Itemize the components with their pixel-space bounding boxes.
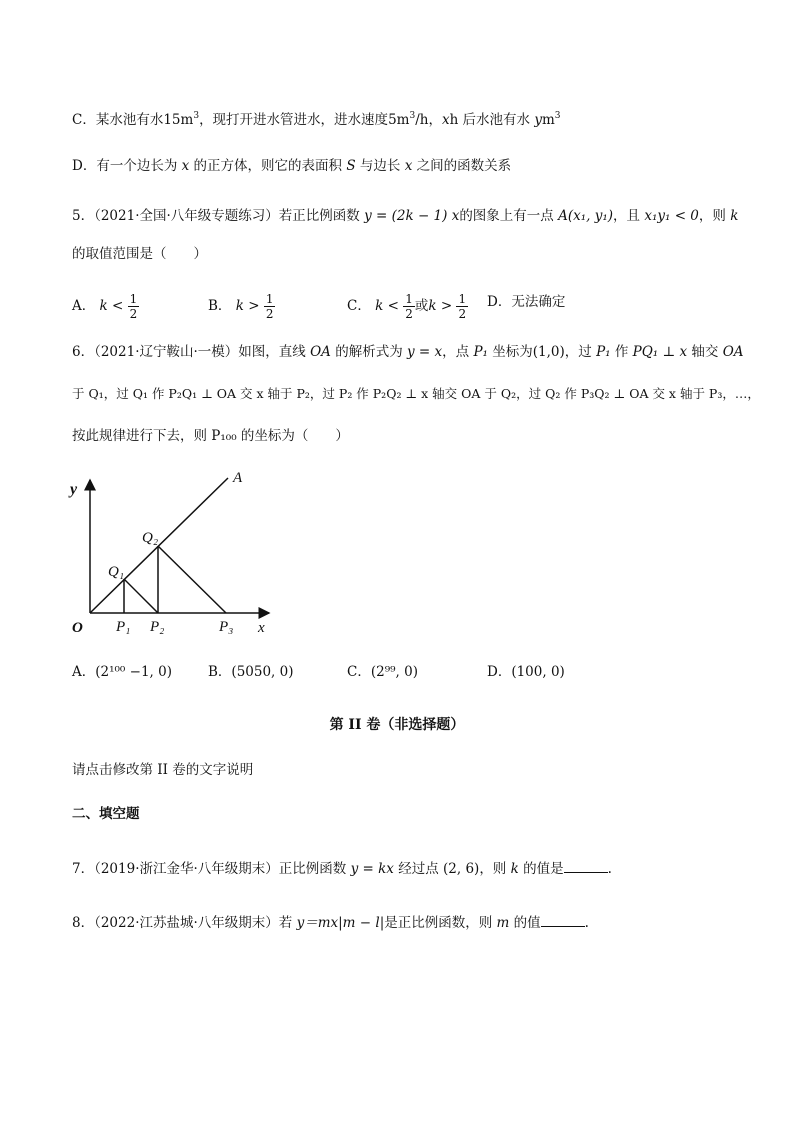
option-text: (2⁹⁹, 0)	[370, 664, 418, 680]
q5-stem-line2: 的取值范围是（ ）	[72, 246, 207, 262]
section-heading: 二、填空题	[72, 806, 140, 822]
text: 坐标为	[487, 344, 533, 360]
text: h 后水池有水	[449, 112, 535, 128]
label-q2: Q₂	[142, 530, 159, 546]
text: ，且	[613, 208, 645, 224]
var: P₁	[473, 344, 488, 360]
q8-stem	[72, 912, 589, 933]
formula: y＝mx|m − l|	[296, 915, 385, 931]
var: S	[346, 158, 356, 174]
option-letter: B．	[208, 298, 232, 314]
formula: A(x₁, y₁)	[558, 208, 614, 224]
question-number: 8．	[72, 915, 95, 931]
numerator: 1	[265, 292, 274, 306]
text: 的解析式为	[330, 344, 408, 360]
text: 或	[414, 298, 429, 314]
question-source: （2021·辽宁鞍山·一模）	[94, 344, 239, 360]
fraction	[128, 292, 140, 321]
formula: k <	[375, 298, 399, 314]
label-a: A	[233, 470, 243, 486]
text: ，	[428, 112, 442, 128]
text: ，过	[564, 344, 597, 360]
text: ，点	[442, 344, 474, 360]
formula: y = kx	[350, 861, 394, 877]
option-letter: D．	[487, 664, 512, 680]
label-y: y	[70, 481, 78, 498]
numerator: 1	[129, 292, 138, 306]
numerator: 1	[405, 292, 413, 306]
numerator: 1	[458, 292, 467, 306]
q6-stem-line1	[72, 342, 744, 362]
text: 有一个边长为	[96, 158, 182, 174]
line-oa	[90, 478, 228, 613]
formula: (1,0)	[532, 344, 565, 360]
text: 若	[278, 915, 297, 931]
q5-option-c[interactable]	[347, 292, 468, 321]
superscript: 3	[409, 111, 416, 121]
var: y	[534, 112, 542, 128]
text: 的值	[509, 915, 541, 931]
denominator: 2	[405, 307, 413, 321]
option-letter: B．	[208, 664, 232, 680]
text: 5m	[388, 112, 410, 128]
segment-q1p2	[124, 579, 158, 613]
text: 如图，直线	[238, 344, 311, 360]
var: x	[181, 158, 190, 174]
var: OA	[722, 344, 744, 360]
q6-option-c[interactable]	[347, 662, 418, 682]
text: 与边长	[355, 158, 405, 174]
question-source: （2021·全国·八年级专题练习）	[94, 208, 279, 224]
option-letter: A．	[72, 298, 96, 314]
q6-option-d[interactable]	[487, 662, 565, 682]
q5-option-d[interactable]	[487, 292, 565, 312]
fraction	[264, 292, 276, 321]
option-letter: D．	[487, 294, 512, 310]
text: 的值是	[518, 861, 564, 877]
text: ，则	[479, 861, 511, 877]
formula: k <	[99, 298, 124, 314]
question-number: 7．	[72, 861, 95, 877]
section-title: 第 II 卷（非选择题）	[329, 717, 465, 733]
q6-stem-line2: 于 Q₁，过 Q₁ 作 P₂Q₁ ⊥ OA 交 x 轴于 P₂，过 P₂ 作 P₂Q₂ ⊥ x 轴交 OA 于 Q₂，过 Q₂ 作 P₃Q₂ ⊥ OA 交 x 轴于 P₃，…，	[72, 386, 760, 401]
option-letter: C．	[347, 664, 371, 680]
var: m	[496, 915, 510, 931]
text: 正比例函数	[278, 861, 351, 877]
text: /h	[415, 112, 429, 128]
segment-q2p3	[158, 546, 226, 613]
formula: y = x	[407, 344, 443, 360]
text: .	[607, 861, 612, 877]
denominator: 2	[129, 307, 138, 321]
var: P₁	[596, 344, 611, 360]
text: 是正比例函数，则	[384, 915, 497, 931]
option-letter: D．	[72, 158, 97, 174]
text: 的正方体，则它的表面积	[189, 158, 347, 174]
text: 轴交	[687, 344, 723, 360]
superscript: 3	[193, 111, 200, 121]
var: k	[510, 861, 519, 877]
text: ，现打开进水管进水，进水速度	[199, 112, 389, 128]
var: k	[730, 208, 739, 224]
q6-option-a[interactable]	[72, 662, 172, 682]
option-text: (100, 0)	[511, 664, 565, 680]
label-p2: P₂	[150, 619, 165, 635]
question-source: （2022·江苏盐城·八年级期末）	[94, 915, 279, 931]
fraction	[456, 292, 468, 321]
q6-option-b[interactable]	[208, 662, 293, 682]
q7-stem	[72, 858, 612, 879]
q4-option-d	[72, 156, 511, 176]
option-text: (5050, 0)	[231, 664, 294, 680]
denominator: 2	[458, 307, 467, 321]
text: 作	[610, 344, 633, 360]
text: 的图象上有一点	[459, 208, 559, 224]
formula: (2, 6)	[443, 861, 480, 877]
formula: PQ₁ ⊥ x	[632, 344, 688, 360]
q6-figure	[64, 466, 294, 646]
text: 某水池有水	[95, 112, 164, 128]
q5-stem-line1	[72, 206, 738, 226]
text: .	[584, 915, 589, 931]
formula: k >	[428, 298, 453, 314]
var: OA	[310, 344, 331, 360]
option-letter: C．	[72, 112, 96, 128]
question-source: （2019·浙江金华·八年级期末）	[94, 861, 279, 877]
denominator: 2	[265, 307, 274, 321]
q5-option-b[interactable]	[208, 292, 275, 321]
q4-option-c	[72, 106, 561, 130]
text: m	[541, 112, 555, 128]
text: 之间的函数关系	[412, 158, 512, 174]
formula: k >	[235, 298, 260, 314]
label-p3: P₃	[219, 619, 234, 635]
label-x: x	[258, 620, 265, 636]
var: x	[404, 158, 413, 174]
option-text: 无法确定	[511, 294, 566, 310]
question-number: 5．	[72, 208, 95, 224]
superscript: 3	[554, 111, 561, 121]
label-p1: P₁	[116, 619, 131, 635]
fraction	[403, 292, 415, 321]
option-text: (2¹⁰⁰ −1, 0)	[95, 664, 172, 680]
question-number: 6．	[72, 344, 95, 360]
text: ，则	[698, 208, 731, 224]
text: 15m	[163, 112, 194, 128]
formula: y = (2k − 1) x	[364, 208, 460, 224]
answer-blank[interactable]	[541, 912, 585, 927]
text: 若正比例函数	[278, 208, 365, 224]
q6-stem-line3: 按此规律进行下去，则 P₁₀₀ 的坐标为（ ）	[72, 428, 349, 444]
option-letter: C．	[347, 298, 371, 314]
label-q1: Q₁	[108, 564, 125, 580]
label-o: O	[72, 620, 83, 636]
answer-blank[interactable]	[564, 858, 608, 873]
var: x	[441, 112, 450, 128]
formula: x₁y₁ < 0	[644, 208, 699, 224]
q5-option-a[interactable]	[72, 292, 139, 321]
section-note[interactable]: 请点击修改第 II 卷的文字说明	[72, 762, 254, 778]
option-letter: A．	[72, 664, 96, 680]
text: 经过点	[393, 861, 444, 877]
